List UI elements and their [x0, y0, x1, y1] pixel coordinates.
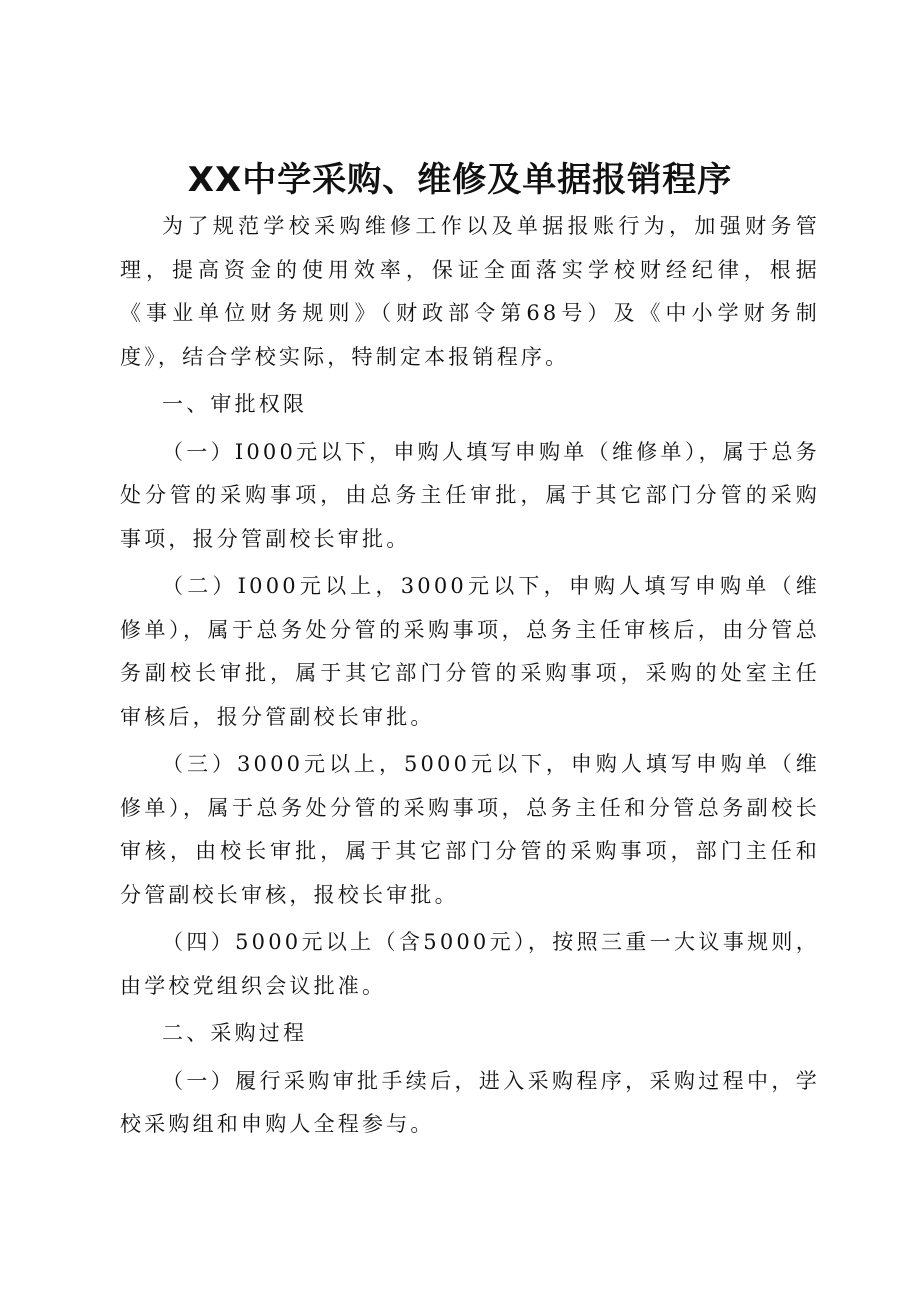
section-heading-procurement: 二、采购过程 [162, 1021, 308, 1045]
document-title: XX中学采购、维修及单据报销程序 [187, 160, 733, 200]
procurement-item-1: （一）履行采购审批手续后，进入采购程序，采购过程中，学校采购组和申购人全程参与。 [120, 1068, 820, 1136]
approval-item-1: （一）I000元以下，申购人填写申购单（维修单），属于总务处分管的采购事项，由总务主任审批，属于其它部门分管的采购事项，报分管副校长审批。 [120, 439, 820, 551]
section-heading-approval: 一、审批权限 [162, 392, 308, 416]
approval-item-3: （三）3000元以上，5000元以下，申购人填写申购单（维修单），属于总务处分管的采购事项，总务主任和分管总务副校长审核，由校长审批，属于其它部门分管的采购事项，部门主任和分管副校长审核，报校长审批。 [120, 752, 820, 907]
approval-item-4: （四）5000元以上（含5000元），按照三重一大议事规则，由学校党组织会议批准。 [120, 930, 820, 998]
intro-paragraph: 为了规范学校采购维修工作以及单据报账行为，加强财务管理，提高资金的使用效率，保证全面落实学校财经纪律，根据《事业单位财务规则》（财政部令第68号）及《中小学财务制度》，结合学校实际，特制定本报销程序。 [120, 214, 820, 369]
approval-item-2: （二）I000元以上，3000元以下，申购人填写申购单（维修单），属于总务处分管的采购事项，总务主任审核后，由分管总务副校长审批，属于其它部门分管的采购事项，采购的处室主任审核后，报分管副校长审批。 [120, 574, 820, 729]
document-body [120, 205, 820, 1147]
